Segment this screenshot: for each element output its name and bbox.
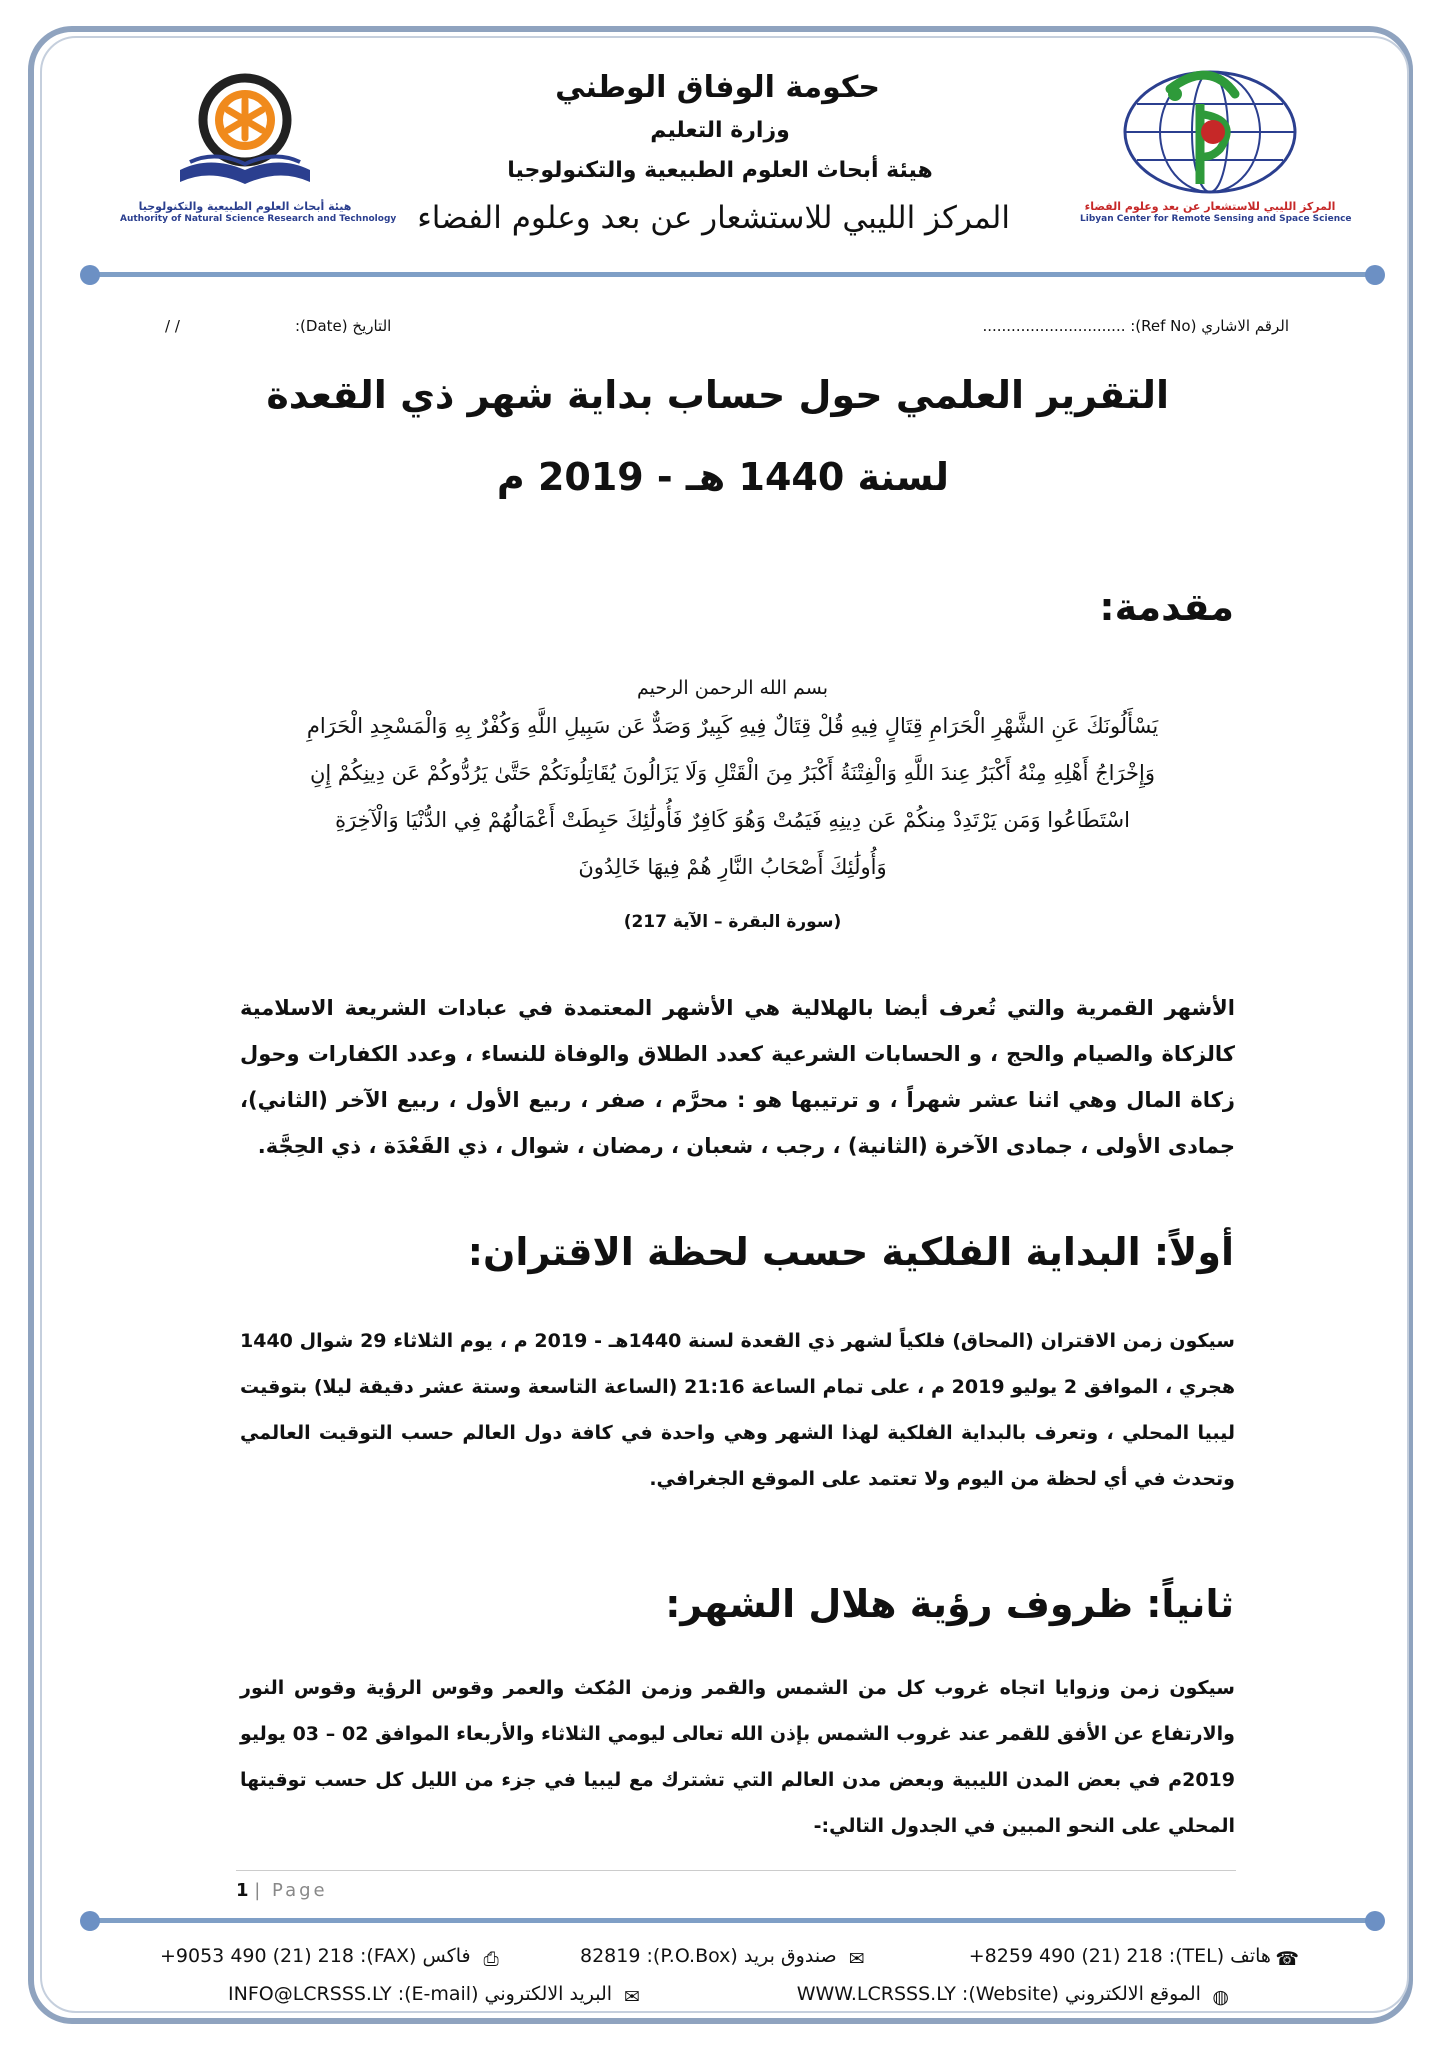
center-title: المركز الليبي للاستشعار عن بعد وعلوم الفضاء [417, 200, 1010, 236]
intro-paragraph [240, 985, 1235, 1169]
authority-logo [170, 70, 320, 200]
intro-paragraph-text: الأشهر القمرية والتي تُعرف أيضا بالهلالية هي الأشهر المعتمدة في عبادات الشريعة الاسلامية كالزكاة والصيام والحج ، و الحسابات الشرعية كعدد الطلاق والوفاة للنساء ، وعدد الكفارات وحول زكاة المال وهي اثنا عشر شهراً ، و ترتيبها هو : محرَّم ، صفر ، ربيع الأول ، ربيع الآخر (الثاني)، جمادى الأولى ، جمادى الآخرة (الثانية) ، رجب ، شعبان ، رمضان ، شوال ، ذي القَعْدَة ، ذي الحِجَّة. [240, 996, 1235, 1158]
phone-icon: ☎ [1275, 1947, 1299, 1970]
fax-icon: ⎙ [483, 1947, 499, 1970]
footer-email-text: البريد الالكتروني (E-mail): INFO@LCRSSS.LY [228, 1983, 613, 2005]
center-logo-caption [1080, 200, 1352, 226]
authority-caption-ar: هيئة أبحاث العلوم الطبيعية والتكنولوجيا [138, 200, 352, 213]
footer-tel [968, 1945, 1299, 1970]
authority-caption-en: Authority of Natural Science Research and Technology [120, 214, 397, 224]
footer-pobox-text: صندوق بريد (P.O.Box): 82819 [580, 1945, 837, 1967]
date-label: التاريخ (Date): [295, 317, 392, 335]
center-logo [1115, 64, 1305, 199]
header-rule [90, 272, 1375, 277]
center-caption-en: Libyan Center for Remote Sensing and Space Science [1080, 214, 1352, 224]
footer-rule-dot-right [1365, 1911, 1385, 1931]
report-title-line2: لسنة 1440 هـ - 2019 م [496, 455, 949, 499]
page-number [236, 1880, 328, 1901]
ref-number: الرقم الاشاري (Ref No): .............................. [982, 317, 1289, 335]
email-icon: ✉ [624, 1985, 641, 2008]
footer-pobox [580, 1945, 865, 1970]
verse-block [240, 703, 1225, 891]
gov-title: حكومة الوفاق الوطني [555, 70, 880, 105]
page-word: | Page [254, 1880, 328, 1901]
footer-tel-text: هاتف (TEL): 8259 490 (21) 218+ [968, 1945, 1271, 1967]
header-rule-dot-right [1365, 265, 1385, 285]
center-caption-ar: المركز الليبي للاستشعار عن بعد وعلوم الفضاء [1084, 200, 1336, 213]
mailbox-icon: ✉ [848, 1947, 865, 1970]
authority-logo-caption [120, 200, 397, 226]
basmala: بسم الله الرحمن الرحيم [637, 677, 828, 699]
authority-title: هيئة أبحاث العلوم الطبيعية والتكنولوجيا [507, 158, 933, 183]
verse-reference: (سورة البقرة – الآية 217) [623, 912, 842, 932]
section1-paragraph [240, 1318, 1235, 1502]
authority-logo-icon [170, 70, 320, 200]
footer-website-text: الموقع الالكتروني (Website): WWW.LCRSSS.LY [796, 1983, 1201, 2005]
verse-line: وَأُولَٰئِكَ أَصْحَابُ النَّارِ هُمْ فِيهَا خَالِدُونَ [578, 855, 887, 879]
section2-paragraph-text: سيكون زمن وزوايا اتجاه غروب كل من الشمس والقمر وزمن المُكث والعمر وقوس الرؤية وقوس النور والارتفاع عن الأفق للقمر عند غروب الشمس بإذن الله تعالى ليومي الثلاثاء والأربعاء الموافق 02 – 03 يوليو 2019م في بعض المدن الليبية وبعض مدن العالم التي تشترك مع ليبيا في جزء من الليل كل حسب توقيتها المحلي على النحو المبين في الجدول التالي:- [240, 1677, 1235, 1837]
report-title-line1: التقرير العلمي حول حساب بداية شهر ذي القعدة [266, 373, 1169, 417]
verse-line: وَإِخْرَاجُ أَهْلِهِ مِنْهُ أَكْبَرُ عِندَ اللَّهِ وَالْفِتْنَةُ أَكْبَرُ مِنَ الْقَتْلِ وَلَا يَزَالُونَ يُقَاتِلُونَكُمْ حَتَّىٰ يَرُدُّوكُمْ عَن دِينِكُمْ إِنِ [309, 761, 1156, 785]
footer-fax-text: فاكس (FAX): 9053 490 (21) 218+ [160, 1945, 471, 1967]
section2-heading: ثانياً: ظروف رؤية هلال الشهر: [665, 1582, 1234, 1626]
section1-paragraph-text: سيكون زمن الاقتران (المحاق) فلكياً لشهر ذي القعدة لسنة 1440هـ - 2019 م ، يوم الثلاثاء 29 شوال 1440 هجري ، الموافق 2 يوليو 2019 م ، على تمام الساعة 21:16 (الساعة التاسعة وستة عشر دقيقة ليلا) بتوقيت ليبيا المحلي ، وتعرف بالبداية الفلكية لهذا الشهر وهي واحدة في كافة دول العالم حسب التوقيت العالمي وتحدث في أي لحظة من اليوم ولا تعتمد على الموقع الجغرافي. [240, 1330, 1236, 1490]
globe-icon: ◍ [1212, 1985, 1229, 2008]
section2-paragraph [240, 1665, 1235, 1849]
footer-fax [160, 1945, 499, 1970]
intro-heading: مقدمة: [1099, 585, 1234, 629]
verse-line: اسْتَطَاعُوا وَمَن يَرْتَدِدْ مِنكُمْ عَن دِينِهِ فَيَمُتْ وَهُوَ كَافِرٌ فَأُولَٰئِكَ حَبِطَتْ أَعْمَالُهُمْ فِي الدُّنْيَا وَالْآخِرَةِ [335, 808, 1130, 832]
ministry-title: وزارة التعليم [650, 118, 790, 143]
page-number-value: 1 [236, 1880, 249, 1901]
footer-website [796, 1983, 1229, 2008]
section1-heading: أولاً: البداية الفلكية حسب لحظة الاقتران: [467, 1230, 1234, 1274]
center-logo-icon [1115, 64, 1305, 199]
footer-rule-dot-left [80, 1911, 100, 1931]
date-slots: / / [165, 317, 180, 335]
verse-line: يَسْأَلُونَكَ عَنِ الشَّهْرِ الْحَرَامِ قِتَالٍ فِيهِ قُلْ قِتَالٌ فِيهِ كَبِيرٌ وَصَدٌّ عَن سَبِيلِ اللَّهِ وَكُفْرٌ بِهِ وَالْمَسْجِدِ الْحَرَامِ [306, 714, 1159, 738]
header-rule-dot-left [80, 265, 100, 285]
page-divider [236, 1870, 1236, 1871]
footer-rule [90, 1918, 1375, 1923]
footer-email [228, 1983, 641, 2008]
